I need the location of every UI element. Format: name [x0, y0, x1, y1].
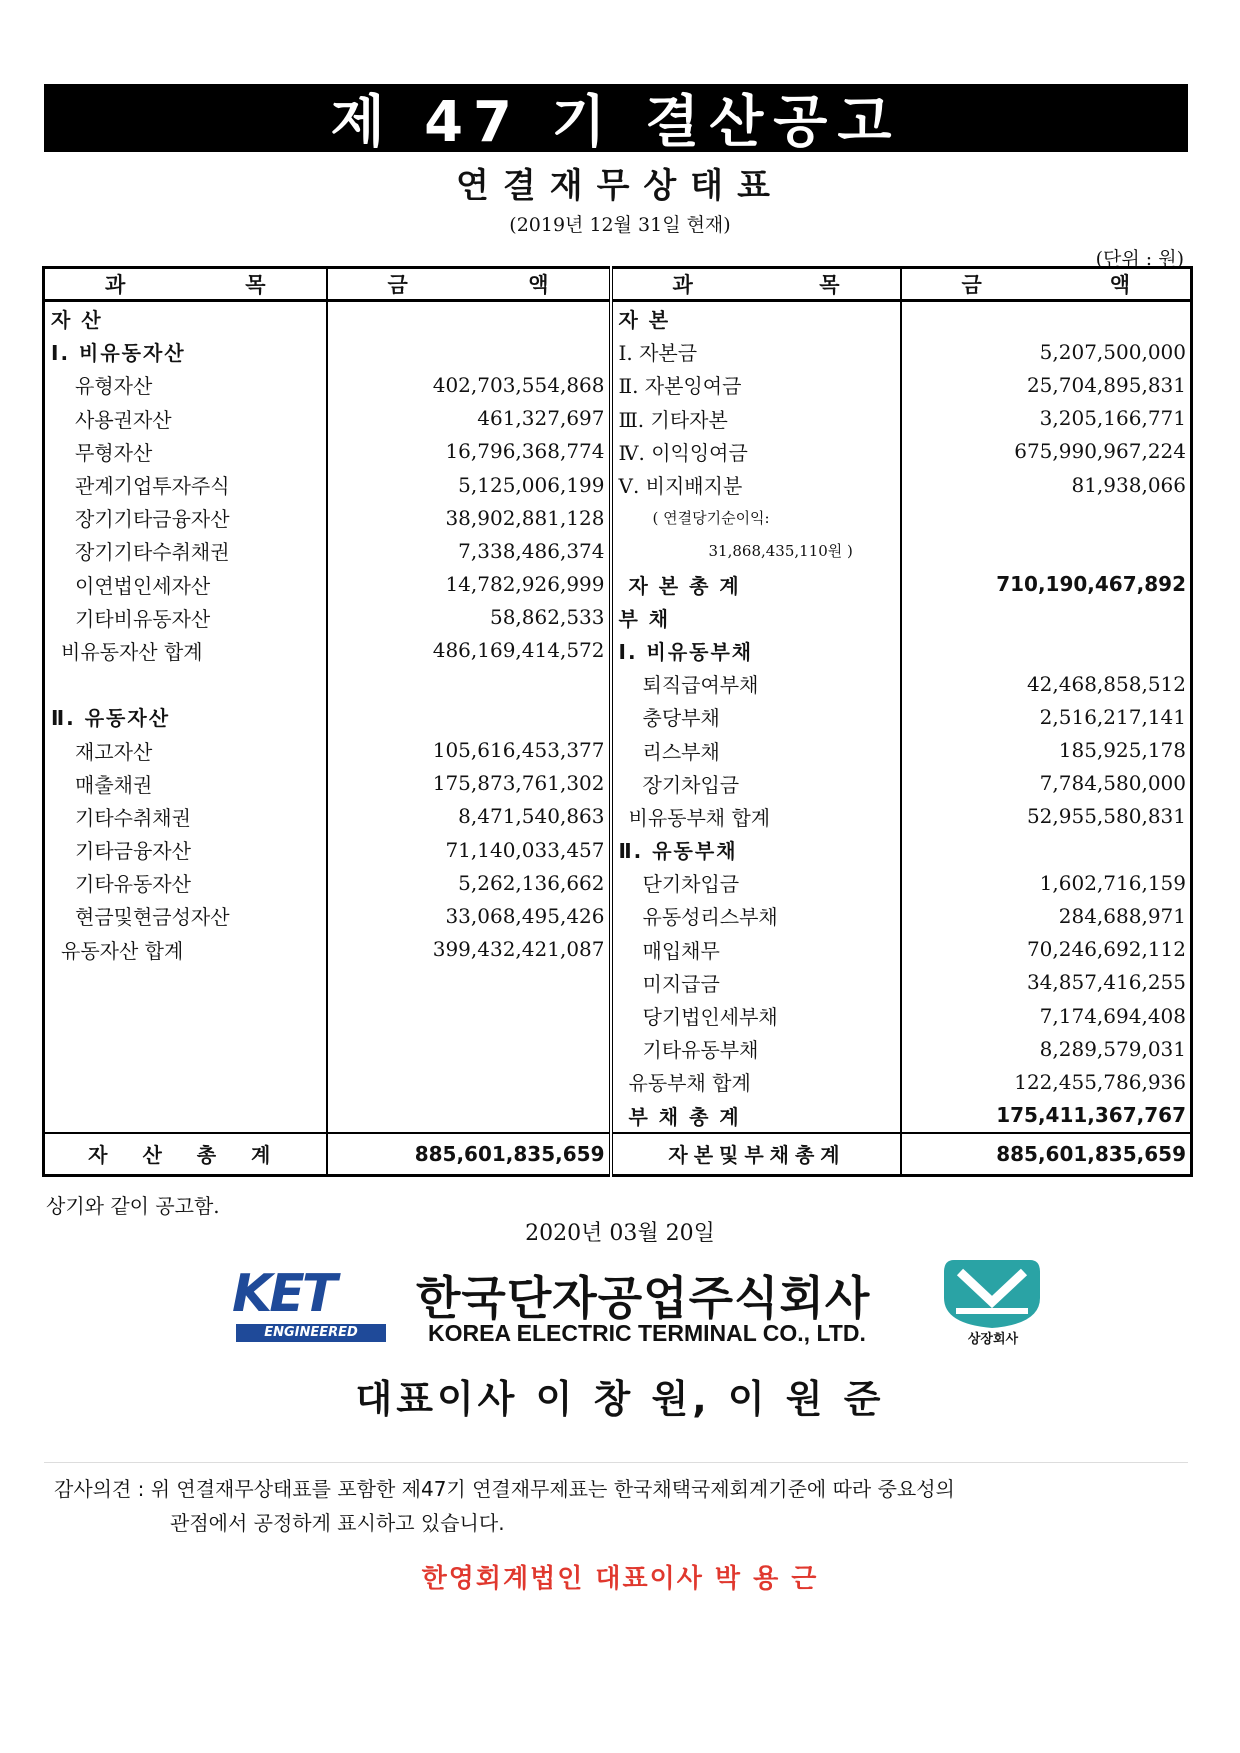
asset-amount	[327, 999, 611, 1032]
table-row	[44, 501, 1192, 534]
table-row	[44, 667, 1192, 700]
header-amount-right: 금 액	[901, 268, 1192, 301]
equity-liability-amount: 52,955,580,831	[1026, 804, 1186, 829]
equity-liability-account-label: 단기차입금	[611, 866, 901, 899]
equity-liability-amount: 175,411,367,767	[996, 1103, 1186, 1128]
asset-account-label	[44, 1065, 327, 1098]
table-row	[44, 568, 1192, 601]
asset-account-label: 기타비유동자산	[44, 601, 327, 634]
statement-title: 연결재무상태표	[456, 166, 784, 206]
audit-opinion	[54, 1472, 955, 1540]
table-row	[44, 733, 1192, 766]
asset-account-label: 무형자산	[44, 435, 327, 468]
equity-liability-account-label: Ⅱ. 유동부채	[611, 833, 901, 866]
equity-liability-account-label: 부 채	[611, 601, 901, 634]
equity-liability-amount: 81,938,066	[1071, 472, 1186, 497]
equity-liability-amount: 5,207,500,000	[1039, 339, 1186, 364]
equity-liability-amount: 8,289,579,031	[1039, 1036, 1186, 1061]
publish-date: 2020년 03월 20일	[525, 1221, 715, 1246]
asset-account-label: Ⅰ. 비유동자산	[44, 335, 327, 368]
equity-liability-amount: 2,516,217,141	[1039, 704, 1186, 729]
asset-account-label	[44, 1099, 327, 1133]
table-row	[44, 833, 1192, 866]
equity-liability-amount: 34,857,416,255	[1026, 970, 1186, 995]
asset-amount: 461,327,697	[327, 402, 611, 435]
announcement-title: 제 47 기 결산공고	[44, 84, 1188, 152]
equity-liability-amount: 42,468,858,512	[1026, 671, 1186, 696]
equity-liability-account-label: 장기차입금	[611, 767, 901, 800]
equity-liability-amount: 185,925,178	[1058, 738, 1186, 763]
equity-liability-account-label: 비유동부채 합계	[611, 800, 901, 833]
asset-amount: 38,902,881,128	[327, 501, 611, 534]
equity-liability-account-label: Ⅰ. 비유동부채	[611, 634, 901, 667]
audit-opinion-line-1: 감사의견 : 위 연결재무상태표를 포함한 제47기 연결재무제표는 한국채택국제회계기준에 따라 중요성의	[54, 1477, 955, 1501]
asset-account-label: 재고자산	[44, 733, 327, 766]
asset-amount	[327, 966, 611, 999]
equity-liability-amount: 1,602,716,159	[1039, 870, 1186, 895]
asset-amount	[327, 1099, 611, 1133]
asset-account-label: Ⅱ. 유동자산	[44, 700, 327, 733]
total-row	[44, 1133, 1192, 1176]
listed-company-emblem-icon	[942, 1258, 1042, 1348]
table-row	[44, 999, 1192, 1032]
header-amount-left: 금 액	[327, 268, 611, 301]
header-account-right: 과 목	[611, 268, 901, 301]
table-row	[44, 301, 1192, 336]
asset-account-label: 기타금융자산	[44, 833, 327, 866]
asset-amount	[327, 301, 611, 336]
emblem-label: 상장회사	[967, 1332, 1019, 1347]
as-of-date: (2019년 12월 31일 현재)	[509, 214, 731, 236]
equity-liability-amount: 122,455,786,936	[1014, 1069, 1186, 1094]
equity-liability-account-label: ( 연결당기순이익:	[611, 501, 901, 534]
equity-liability-amount	[901, 833, 1192, 866]
equity-liability-amount: 710,190,467,892	[996, 572, 1186, 597]
asset-account-label: 유동자산 합계	[44, 933, 327, 966]
equity-liability-account-label: Ⅲ. 기타자본	[611, 402, 901, 435]
table-row	[44, 435, 1192, 468]
equity-liability-account-label: 매입채무	[611, 933, 901, 966]
asset-amount	[327, 1032, 611, 1065]
equity-liability-amount	[901, 301, 1192, 336]
equity-liability-account-label: 유동성리스부채	[611, 899, 901, 932]
equity-liability-account-label: 자 본 총 계	[611, 568, 901, 601]
table-row	[44, 368, 1192, 401]
equity-liability-account-label: Ⅳ. 이익잉여금	[611, 435, 901, 468]
asset-account-label: 기타유동자산	[44, 866, 327, 899]
asset-account-label	[44, 667, 327, 700]
table-row	[44, 966, 1192, 999]
equity-liability-amount: 70,246,692,112	[1026, 937, 1186, 962]
asset-amount: 175,873,761,302	[327, 767, 611, 800]
asset-amount	[327, 1065, 611, 1098]
table-row	[44, 1099, 1192, 1133]
asset-amount: 486,169,414,572	[327, 634, 611, 667]
asset-amount: 71,140,033,457	[327, 833, 611, 866]
asset-amount: 399,432,421,087	[327, 933, 611, 966]
asset-account-label: 기타수취채권	[44, 800, 327, 833]
notice-text: 상기와 같이 공고함.	[46, 1194, 220, 1218]
equity-liability-account-label: 자 본	[611, 301, 901, 336]
unit-label: (단위 : 원)	[1095, 248, 1184, 270]
equity-liability-account-label: Ⅰ. 자본금	[611, 335, 901, 368]
asset-amount: 105,616,453,377	[327, 733, 611, 766]
asset-amount: 5,262,136,662	[327, 866, 611, 899]
equity-liability-amount: 7,784,580,000	[1039, 771, 1186, 796]
asset-amount: 8,471,540,863	[327, 800, 611, 833]
asset-account-label	[44, 966, 327, 999]
equity-liability-account-label: Ⅱ. 자본잉여금	[611, 368, 901, 401]
asset-amount: 14,782,926,999	[327, 568, 611, 601]
asset-amount	[327, 667, 611, 700]
asset-account-label: 자 산	[44, 301, 327, 336]
ket-logo-tagline: ENGINEERED	[236, 1324, 386, 1342]
table-row	[44, 634, 1192, 667]
table-row	[44, 1032, 1192, 1065]
asset-account-label: 장기기타금융자산	[44, 501, 327, 534]
equity-liability-account-label: 31,868,435,110원 )	[611, 534, 901, 567]
equity-liability-account-label: 퇴직급여부채	[611, 667, 901, 700]
table-row	[44, 1065, 1192, 1098]
equity-liability-amount: 3,205,166,771	[1039, 406, 1186, 431]
asset-amount: 33,068,495,426	[327, 899, 611, 932]
table-row	[44, 899, 1192, 932]
assets-total-amount: 885,601,835,659	[327, 1133, 611, 1176]
ket-logo	[232, 1266, 394, 1346]
table-row	[44, 933, 1192, 966]
equity-liability-amount	[901, 501, 1192, 534]
equity-liability-account-label: 미지급금	[611, 966, 901, 999]
asset-amount: 58,862,533	[327, 601, 611, 634]
table-row	[44, 402, 1192, 435]
company-logo-row	[232, 1266, 1052, 1346]
asset-account-label: 매출채권	[44, 767, 327, 800]
auditor-signature: 한영회계법인 대표이사 박 용 근	[421, 1564, 819, 1594]
asset-account-label	[44, 999, 327, 1032]
equity-liability-amount: 284,688,971	[1058, 903, 1186, 928]
company-name-english: KOREA ELECTRIC TERMINAL CO., LTD.	[428, 1320, 866, 1346]
emblem-shape-icon	[942, 1258, 1042, 1330]
equity-liability-account-label: 리스부채	[611, 733, 901, 766]
equity-liability-amount	[901, 601, 1192, 634]
equity-liability-amount: 675,990,967,224	[1014, 439, 1186, 464]
asset-amount: 7,338,486,374	[327, 534, 611, 567]
asset-amount: 5,125,006,199	[327, 468, 611, 501]
equity-liability-account-label: 당기법인세부채	[611, 999, 901, 1032]
table-row	[44, 800, 1192, 833]
equity-liability-amount: 7,174,694,408	[1039, 1003, 1186, 1028]
equity-liability-amount	[901, 634, 1192, 667]
ceo-names: 대표이사 이 창 원, 이 원 준	[355, 1377, 885, 1421]
audit-opinion-line-2: 관점에서 공정하게 표시하고 있습니다.	[170, 1511, 505, 1535]
table-row	[44, 866, 1192, 899]
asset-account-label	[44, 1032, 327, 1065]
liab-equity-total-amount: 885,601,835,659	[901, 1133, 1192, 1176]
liab-equity-total-label: 자본및부채총계	[611, 1133, 901, 1176]
table-header-row	[44, 268, 1192, 301]
equity-liability-account-label: 부 채 총 계	[611, 1099, 901, 1133]
company-name-korean: 한국단자공업주식회사	[416, 1271, 871, 1325]
ket-logo-text: KET	[232, 1264, 335, 1324]
balance-sheet-table	[42, 266, 1193, 1177]
asset-amount: 16,796,368,774	[327, 435, 611, 468]
asset-account-label: 유형자산	[44, 368, 327, 401]
asset-account-label: 이연법인세자산	[44, 568, 327, 601]
asset-account-label: 관계기업투자주식	[44, 468, 327, 501]
table-row	[44, 468, 1192, 501]
table-row	[44, 767, 1192, 800]
asset-account-label: 사용권자산	[44, 402, 327, 435]
assets-total-label: 자 산 총 계	[44, 1133, 327, 1176]
equity-liability-amount: 25,704,895,831	[1026, 372, 1186, 397]
asset-amount	[327, 335, 611, 368]
header-account-left: 과 목	[44, 268, 327, 301]
table-row	[44, 534, 1192, 567]
asset-account-label: 장기기타수취채권	[44, 534, 327, 567]
equity-liability-account-label: Ⅴ. 비지배지분	[611, 468, 901, 501]
asset-amount	[327, 700, 611, 733]
table-row	[44, 700, 1192, 733]
equity-liability-account-label: 충당부채	[611, 700, 901, 733]
equity-liability-amount	[901, 534, 1192, 567]
table-row	[44, 335, 1192, 368]
equity-liability-account-label: 기타유동부채	[611, 1032, 901, 1065]
asset-amount: 402,703,554,868	[327, 368, 611, 401]
asset-account-label: 현금및현금성자산	[44, 899, 327, 932]
table-row	[44, 601, 1192, 634]
asset-account-label: 비유동자산 합계	[44, 634, 327, 667]
divider	[44, 1462, 1188, 1463]
equity-liability-account-label: 유동부채 합계	[611, 1065, 901, 1098]
